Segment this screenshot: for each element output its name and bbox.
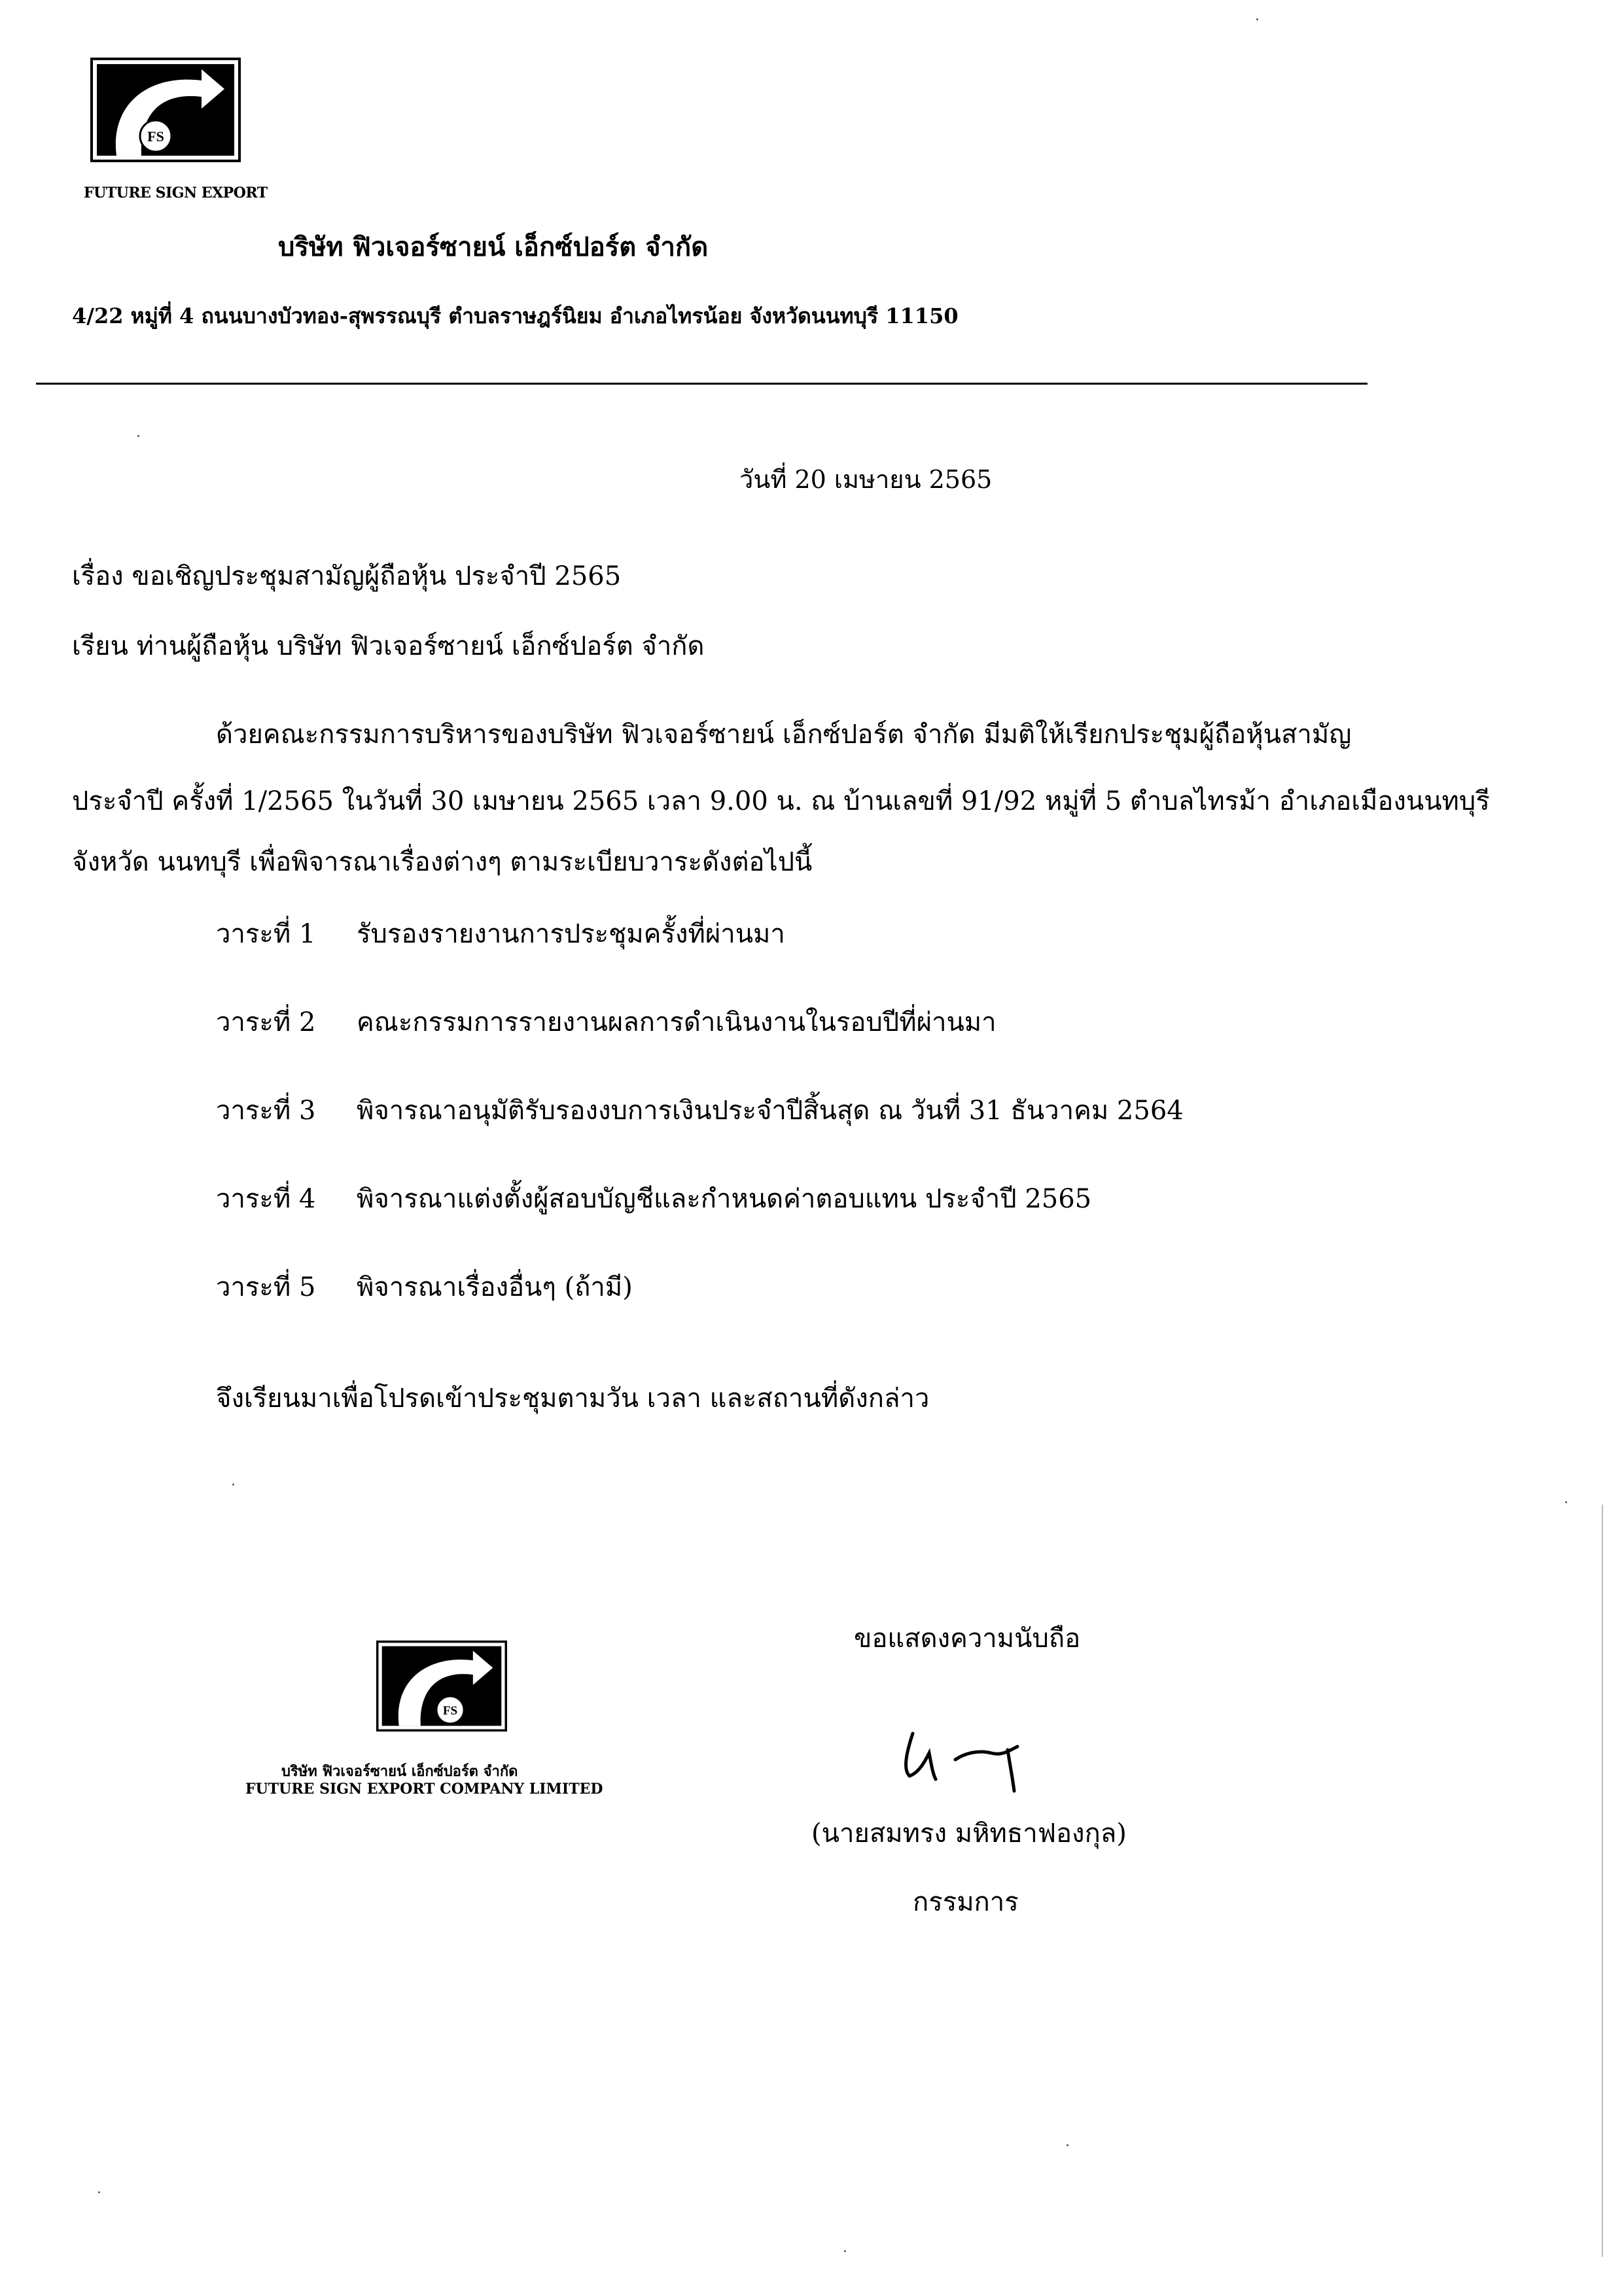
scan-speck: [1565, 1501, 1567, 1503]
regards-text: ขอแสดงความนับถือ: [854, 1624, 1081, 1654]
agenda-text: คณะกรรมการรายงานผลการดำเนินงานในรอบปีที่ผ่านมา: [357, 1007, 997, 1037]
body-line: ด้วยคณะกรรมการบริหารของบริษัท ฟิวเจอร์ซายน์ เอ็กซ์ปอร์ต จำกัด มีมติให้เรียกประชุมผู้ถือหุ้นสามัญ: [216, 720, 1352, 750]
agenda-number: วาระที่ 3: [216, 1096, 316, 1126]
stamp-company-name-th: บริษัท ฟิวเจอร์ซายน์ เอ็กซ์ปอร์ต จำกัด: [281, 1763, 518, 1780]
scan-speck: [1067, 2144, 1068, 2146]
letter-date: วันที่ 20 เมษายน 2565: [739, 465, 993, 494]
scan-edge: [1602, 1505, 1603, 2257]
agenda-item: [216, 1177, 1091, 1219]
agenda-text: พิจารณาเรื่องอื่นๆ (ถ้ามี): [357, 1272, 633, 1302]
svg-text:FS: FS: [147, 128, 164, 145]
company-name: บริษัท ฟิวเจอร์ซายน์ เอ็กซ์ปอร์ต จำกัด: [278, 232, 709, 262]
signer-name: (นายสมทรง มหิทธาฟองกุล): [811, 1818, 1127, 1849]
fs-arrow-logo-icon: [376, 1635, 507, 1737]
company-address: 4/22 หมู่ที่ 4 ถนนบางบัวทอง-สุพรรณบุรี ตำบลราษฎร์นิยม อำเภอไทรน้อย จังหวัดนนทบุรี 11150: [72, 304, 959, 328]
logo-caption: FUTURE SIGN EXPORT: [84, 184, 268, 201]
closing-sentence: จึงเรียนมาเพื่อโปรดเข้าประชุมตามวัน เวลา และสถานที่ดังกล่าว: [216, 1383, 930, 1414]
body-line: ประจำปี ครั้งที่ 1/2565 ในวันที่ 30 เมษายน 2565 เวลา 9.00 น. ณ บ้านเลขที่ 91/92 หมู่ที่ 5 ตำบลไทรม้า อำเภอเมืองนนทบุรี: [72, 786, 1490, 816]
body-line: จังหวัด นนทบุรี เพื่อพิจารณาเรื่องต่างๆ ตามระเบียบวาระดังต่อไปนี้: [72, 847, 813, 877]
svg-text:FS: FS: [442, 1703, 458, 1718]
agenda-number: วาระที่ 4: [216, 1184, 316, 1214]
fs-arrow-logo-icon: [90, 58, 241, 162]
agenda-item: [216, 1266, 633, 1308]
agenda-text: พิจารณาแต่งตั้งผู้สอบบัญชีและกำหนดค่าตอบแทน ประจำปี 2565: [357, 1184, 1092, 1214]
agenda-number: วาระที่ 2: [216, 1007, 316, 1037]
handwritten-signature-icon: [893, 1714, 1050, 1799]
scan-speck: [844, 2250, 846, 2252]
agenda-text: พิจารณาอนุมัติรับรองงบการเงินประจำปีสิ้นสุด ณ วันที่ 31 ธันวาคม 2564: [357, 1096, 1184, 1126]
agenda-text: รับรองรายงานการประชุมครั้งที่ผ่านมา: [357, 919, 785, 949]
scan-speck: [232, 1484, 234, 1486]
agenda-number: วาระที่ 1: [216, 919, 316, 949]
agenda-item: [216, 913, 785, 954]
scan-speck: [98, 2191, 100, 2193]
letter-recipient: เรียน ท่านผู้ถือหุ้น บริษัท ฟิวเจอร์ซายน์ เอ็กซ์ปอร์ต จำกัด: [72, 631, 705, 661]
letter-subject: เรื่อง ขอเชิญประชุมสามัญผู้ถือหุ้น ประจำปี 2565: [72, 561, 622, 591]
agenda-number: วาระที่ 5: [216, 1272, 316, 1302]
scan-speck: [1256, 18, 1258, 20]
scan-speck: [137, 435, 139, 437]
signer-title: กรรมการ: [913, 1887, 1019, 1917]
agenda-item: [216, 1001, 997, 1043]
stamp-company-name-en: FUTURE SIGN EXPORT COMPANY LIMITED: [245, 1781, 603, 1798]
agenda-item: [216, 1089, 1184, 1131]
header-divider: [36, 383, 1368, 385]
